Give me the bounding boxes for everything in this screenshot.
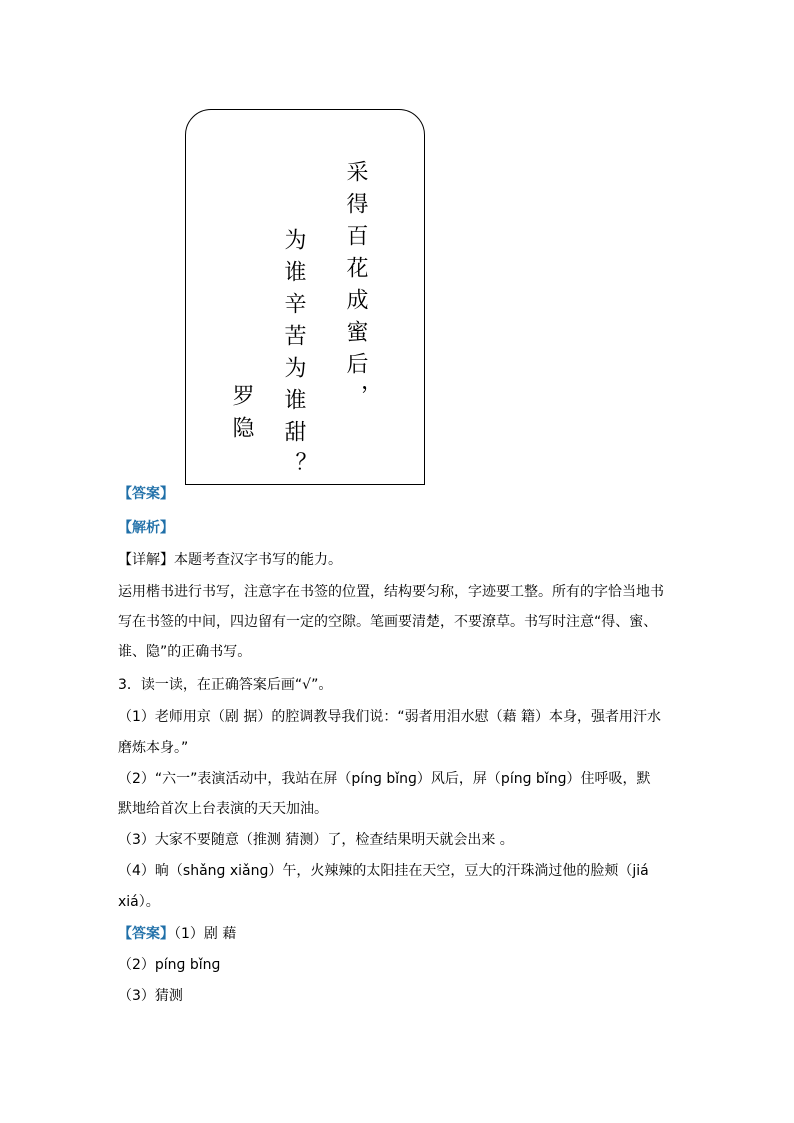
poem-line-2: 为谁辛苦为谁甜？ bbox=[281, 228, 306, 484]
q3-item1-line1: （1）老师用京（剧 据）的腔调教导我们说：“弱者用泪水慰（藉 籍）本身，强者用汗水 bbox=[118, 709, 662, 725]
q3-answer-1: （1）剧 藉 bbox=[174, 926, 237, 942]
analysis-label-q2 bbox=[118, 518, 174, 538]
analysis-tag: 【解析】 bbox=[118, 520, 174, 536]
poem-author: 罗隐 bbox=[229, 384, 254, 448]
q3-item2-line1: （2）“六一”表演活动中，我站在屏（pínɡ bǐnɡ）风后，屏（pínɡ bǐnɡ）住呼吸，默 bbox=[118, 771, 651, 787]
answer-tag-q3: 【答案】 bbox=[118, 926, 174, 942]
q3-answer-2: （2）pínɡ bǐnɡ bbox=[118, 957, 221, 973]
explanation-line-2: 写在书签的中间，四边留有一定的空隙。笔画要清楚，不要潦草。书写时注意“得、蜜、 bbox=[118, 614, 658, 630]
q3-item3: （3）大家不要随意（推测 猜测）了，检查结果明天就会出来 。 bbox=[118, 832, 514, 848]
q3-item1-line2: 磨炼本身。” bbox=[118, 740, 189, 756]
q3-item4-line1: （4）晌（shǎnɡ xiǎnɡ）午，火辣辣的太阳挂在天空，豆大的汗珠淌过他的脸颊（jiá bbox=[118, 863, 649, 879]
question-3-title: 3．读一读，在正确答案后画“√”。 bbox=[118, 677, 333, 693]
q3-answer-3: （3）猜测 bbox=[118, 988, 183, 1004]
detail-text: 本题考查汉字书写的能力。 bbox=[174, 552, 342, 568]
detail-line-q2 bbox=[118, 550, 342, 570]
q3-item4-line2: xiá）。 bbox=[118, 894, 160, 910]
bookmark-box bbox=[185, 109, 425, 485]
explanation-line-1: 运用楷书进行书写，注意字在书签的位置，结构要匀称，字迹要工整。所有的字恰当地书 bbox=[118, 584, 664, 600]
answer-tag: 【答案】 bbox=[118, 486, 174, 502]
detail-tag: 【详解】 bbox=[118, 552, 174, 568]
answer-line-q3 bbox=[118, 924, 236, 944]
explanation-line-3: 谁、隐”的正确书写。 bbox=[118, 644, 252, 660]
answer-label-q2 bbox=[118, 484, 174, 504]
poem-line-1: 采得百花成蜜后， bbox=[343, 160, 368, 416]
q3-item2-line2: 默地给首次上台表演的天天加油。 bbox=[118, 801, 328, 817]
